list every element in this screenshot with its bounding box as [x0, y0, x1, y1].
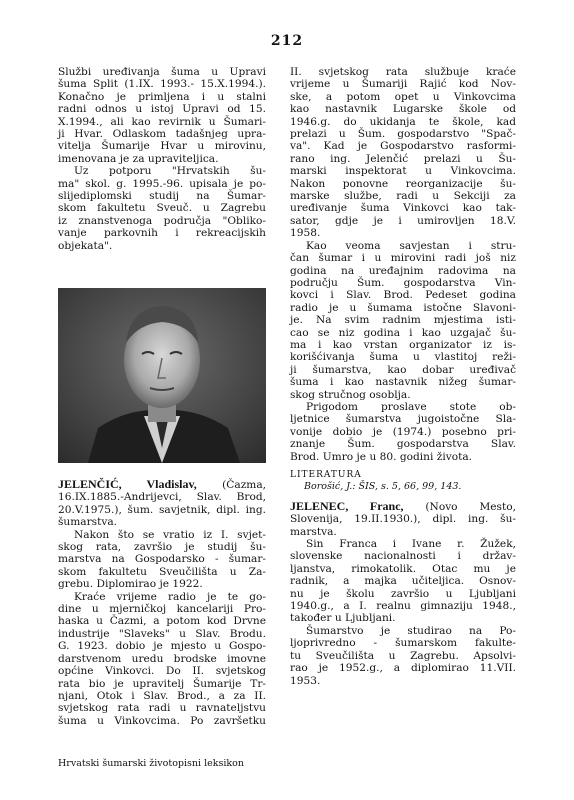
text-line: Slovenija, 19.II.1930.), dipl. ing. šu-	[290, 513, 516, 526]
text-line: općine Vinkovci. Do II. svjetskog	[58, 665, 266, 678]
text-line: radnik, a majka učiteljica. Osnov-	[290, 575, 516, 588]
text-line: vanje parkovnih i rekreacijskih	[58, 227, 266, 240]
entry-birth-jelenec: (Novo Mesto,	[403, 500, 516, 513]
text-line: objekata".	[58, 239, 113, 252]
text-line: području Šum. gospodarstva Vin-	[290, 276, 516, 289]
text-line: rano ing. Jelenčić prelazi u Šu-	[290, 152, 516, 165]
text-line: njani, Otok i Slav. Brod., a za II.	[58, 689, 266, 702]
text-line: šumarstva.	[58, 516, 118, 529]
entry-name-jelenec: JELENEC, Franc,	[290, 498, 404, 513]
text-line: vitelja Šumarije Hvar u mirovinu,	[58, 140, 266, 153]
footer-title: Hrvatski šumarski životopisni leksikon	[58, 758, 245, 769]
text-line: ma i kao vrstan organizator iz is-	[290, 338, 516, 351]
text-line: vonije dobio je (1974.) posebno pri-	[290, 425, 516, 438]
portrait-image	[58, 288, 266, 463]
text-line: ljoprivredno - šumarskom fakulte-	[290, 637, 516, 650]
text-line: II. svjetskog rata službuje kraće	[290, 66, 516, 78]
text-line: skog rata, završio je studij šu-	[58, 541, 266, 554]
text-line: nu je školu završio u Ljubljani	[290, 587, 516, 600]
text-line: grebu. Diplomirao je 1922.	[58, 578, 203, 591]
text-line: slijediplomski studij na Šumar-	[58, 190, 266, 203]
text-line: Nakon što se vratio iz I. svjet-	[74, 528, 266, 541]
text-line: svjetskog rata radi u ravnateljstvu	[58, 702, 266, 715]
text-line: Nakon ponovne reorganizacije šu-	[290, 177, 516, 190]
text-line: industrije "Slaveks" u Slav. Brodu.	[58, 627, 266, 640]
text-line: darstvenom uredu brodske imovne	[58, 652, 266, 665]
text-line: radio je u šumama istočne Slavoni-	[290, 301, 516, 314]
text-line: Uz potporu "Hrvatskih šu-	[74, 165, 266, 178]
text-line: cao se niz godina i kao uzgajač šu-	[290, 326, 516, 339]
entry-heading-jelenec	[290, 500, 516, 513]
text-line: ma" skol. g. 1995.-96. upisala je po-	[58, 177, 266, 190]
text-line: ske, a potom opet u Vinkovcima	[290, 90, 516, 103]
text-line: godina na uređajnim radovima na	[290, 264, 516, 277]
text-line: skog stručnog osoblja.	[290, 388, 411, 401]
text-line: G. 1923. dobio je mjesto u Gospo-	[58, 640, 266, 653]
text-line: rata bio je upravitelj Šumarije Tr-	[58, 677, 266, 690]
text-line: tu Sveučilišta u Zagrebu. Apsolvi-	[290, 649, 516, 662]
text-line: Prigodom proslave stote ob-	[306, 400, 516, 413]
left-column-top	[58, 66, 266, 252]
text-line: korišćivanja šuma u vlastitoj reži-	[290, 351, 516, 364]
text-line: šuma u Vinkovcima. Po završetku	[58, 714, 266, 727]
text-line: ji Hvar. Odlaskom tadašnjeg upra-	[58, 128, 266, 141]
text-line: uređivanje šuma Vinkovci kao tak-	[290, 202, 516, 215]
text-line: skom fakultetu Sveuč. u Zagrebu	[58, 202, 266, 215]
entry-jelencic	[58, 478, 266, 727]
text-line: ji šumarstva, kao dobar uređivač	[290, 363, 516, 376]
text-line: radni odnos u istoj Upravi od 15.	[58, 103, 266, 116]
entry-birth: (Čazma,	[196, 479, 267, 491]
text-line: šuma i kao nastavnik nižeg šumar-	[290, 376, 516, 389]
text-line: va". Kad je Gospodarstvo rasformi-	[290, 140, 516, 153]
text-line: 1940.g., a I. realnu gimnaziju 1948.,	[290, 600, 516, 613]
text-line: Kao veoma savjestan i stru-	[306, 239, 516, 252]
text-line: X.1994., ali kao revirnik u Šumari-	[58, 115, 266, 128]
text-line: vrijeme u Šumariji Rajić kod Nov-	[290, 78, 516, 91]
text-line: sator, gdje je i umirovljen 18.V.	[290, 214, 516, 227]
literature-reference: Borošić, J.: ŠIS, s. 5, 66, 99, 143.	[304, 481, 462, 493]
text-line: 16.IX.1885.-Andrijevci, Slav. Brod,	[58, 491, 266, 504]
text-line: šuma Split (1.IX. 1993.- 15.X.1994.).	[58, 78, 266, 91]
text-line: ljanstva, rimokatolik. Otac mu je	[290, 562, 516, 575]
text-line: kovci i Slav. Brod. Pedeset godina	[290, 289, 516, 302]
text-line: Sin Franca i Ivane r. Žužek,	[306, 538, 516, 551]
text-line: 1953.	[290, 674, 321, 687]
right-column	[290, 66, 516, 687]
entry-heading	[58, 478, 266, 491]
text-line: ljetnice šumarstva jugoistočne Sla-	[290, 413, 516, 426]
text-line: iz znanstvenoga područja "Obliko-	[58, 214, 266, 227]
text-line: marstva na Gospodarsko - šumar-	[58, 553, 266, 566]
text-line: skom fakultetu Sveučilišta u Za-	[58, 565, 266, 578]
text-line: Šumarstvo je studirao na Po-	[306, 624, 516, 637]
portrait-photo	[58, 288, 266, 463]
text-line: Brod. Umro je u 80. godini života.	[290, 450, 473, 463]
text-line: marske službe, radi u Sekciji za	[290, 190, 516, 203]
text-line: također u Ljubljani.	[290, 612, 396, 625]
text-line: dine u mjerničkoj kancelariji Pro-	[58, 603, 266, 616]
literature-label: LITERATURA	[290, 470, 362, 480]
page-number: 212	[270, 33, 304, 49]
text-line: 20.V.1975.), šum. savjetnik, dipl. ing.	[58, 503, 266, 516]
text-line: Kraće vrijeme radio je te go-	[74, 590, 266, 603]
entry-name: JELENČIĆ, Vladislav,	[58, 477, 197, 491]
text-line: znanje Šum. gospodarstva Slav.	[290, 438, 516, 451]
text-line: 1958.	[290, 227, 321, 240]
text-line: rao je 1952.g., a diplomirao 11.VII.	[290, 662, 516, 675]
text-line: Službi uređivanja šuma u Upravi	[58, 66, 266, 78]
text-line: kao nastavnik Lugarske škole od	[290, 103, 516, 116]
text-line: imenovana je za upraviteljica.	[58, 152, 219, 165]
text-line: slovenske nacionalnosti i držav-	[290, 550, 516, 563]
text-line: je. Na svim radnim mjestima isti-	[290, 314, 516, 327]
text-line: marstva.	[290, 525, 337, 538]
text-line: prelazi u Šum. gospodarstvo "Spač-	[290, 128, 516, 141]
text-line: 1946.g. do ukidanja te škole, kad	[290, 115, 516, 128]
text-line: Konačno je primljena i u stalni	[58, 90, 266, 103]
text-line: čan šumar i u mirovini radi još niz	[290, 252, 516, 265]
text-line: haska u Čazmi, a potom kod Drvne	[58, 615, 266, 628]
text-line: marski inspektorat u Vinkovcima.	[290, 165, 516, 178]
